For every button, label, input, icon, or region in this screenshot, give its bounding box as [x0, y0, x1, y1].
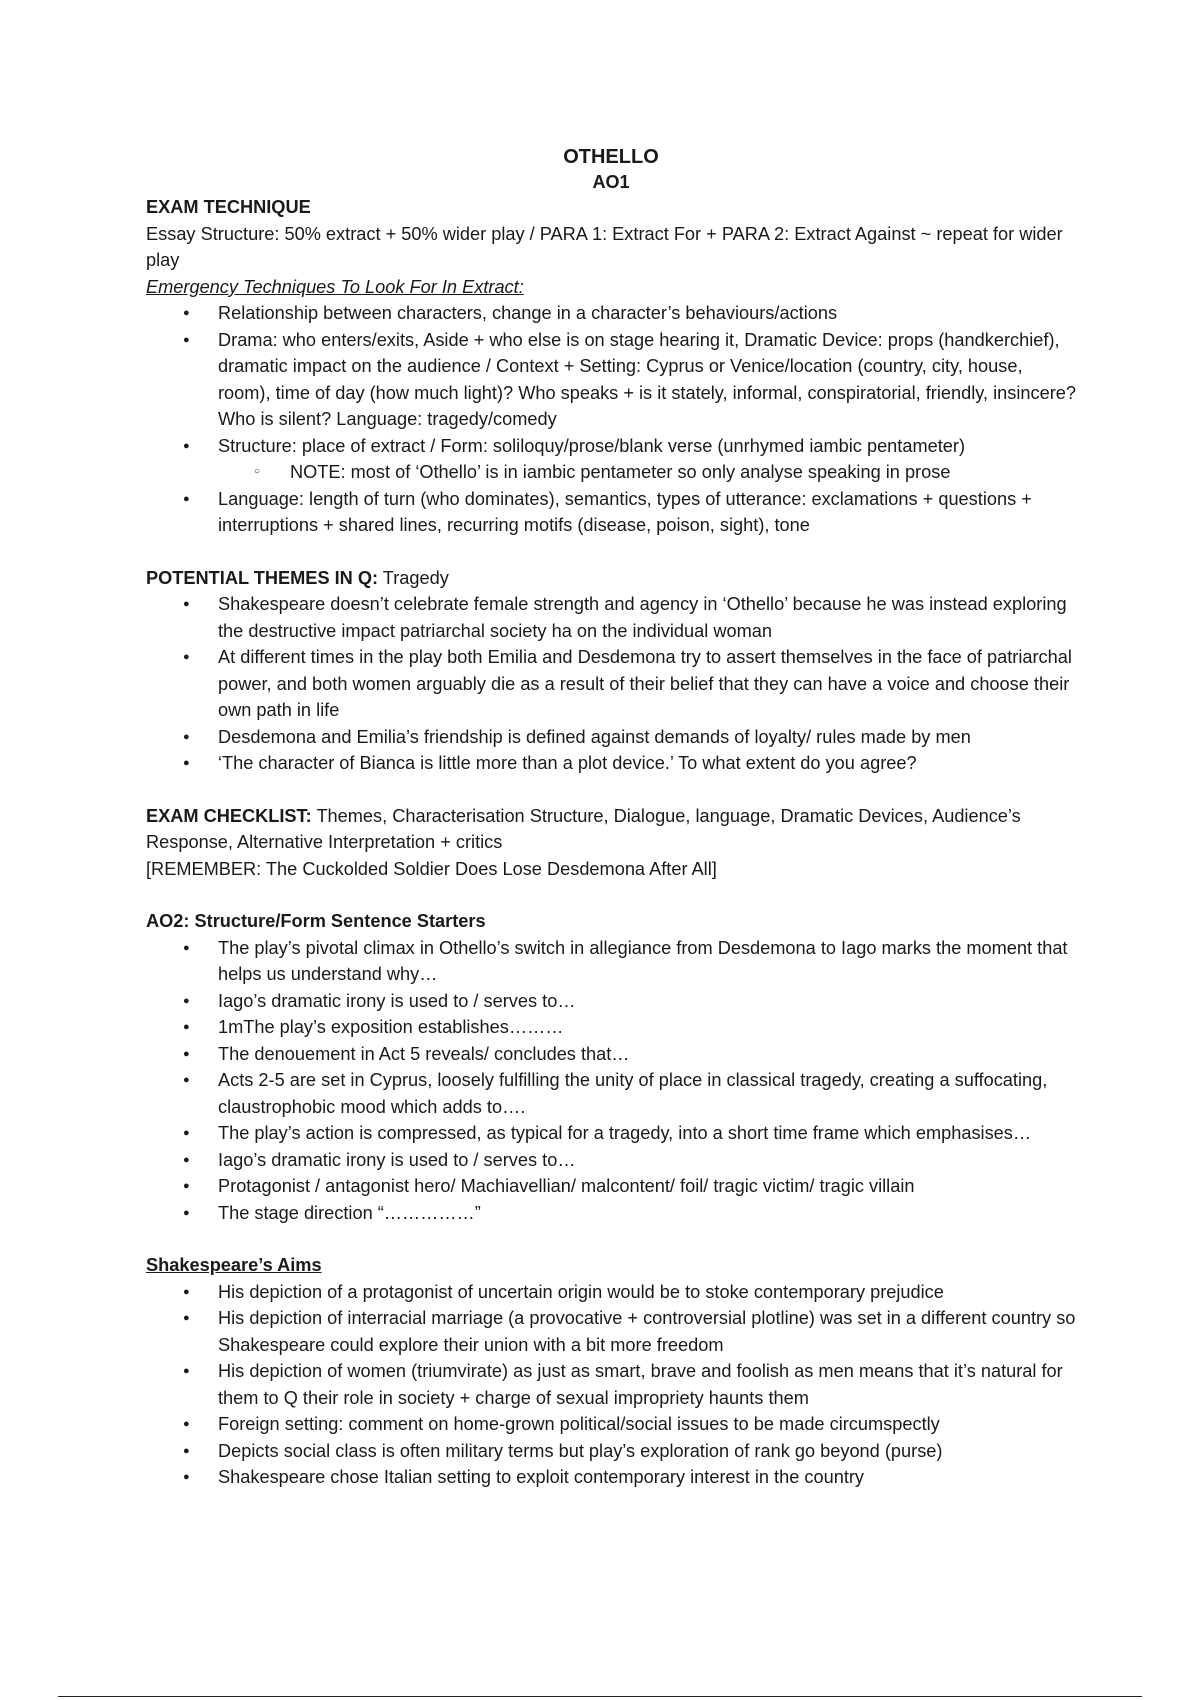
list-item	[218, 433, 1076, 486]
spacer	[146, 1226, 1076, 1252]
page-bottom-divider	[58, 1696, 1142, 1697]
list-item: ● Drama: who enters/exits, Aside + who else is on stage hearing it, Dramatic Device: props (handkerchief), dramatic impact on the audience / Context + Setting: Cyprus or Venice/location (country, city, house, room), time of day (how much light)? Who speaks + is it stately, informal, conspiratorial, friendly, insincere? Who is silent? Language: tragedy/comedy	[218, 327, 1076, 433]
spacer	[146, 777, 1076, 803]
list-item-text: Structure: place of extract / Form: soliloquy/prose/blank verse (unrhymed iambic pentameter)	[218, 435, 966, 456]
list-item: ● 1mThe play’s exposition establishes………	[218, 1014, 1076, 1041]
list-item: ● At different times in the play both Emilia and Desdemona try to assert themselves in the face of patriarchal power, and both women arguably die as a result of their belief that they can have a voice and choose their own path in life	[218, 644, 1076, 724]
exam-checklist-heading: EXAM CHECKLIST:	[146, 805, 312, 826]
list-item: ● His depiction of interracial marriage (a provocative + controversial plotline) was set in a different country so Shakespeare could explore their union with a bit more freedom	[218, 1305, 1076, 1358]
spacer	[146, 539, 1076, 565]
document-title: OTHELLO	[563, 146, 659, 168]
sub-list-item: ○ NOTE: most of ‘Othello’ is in iambic pentameter so only analyse speaking in prose	[290, 459, 1076, 486]
list-item: ● His depiction of a protagonist of uncertain origin would be to stoke contemporary prejudice	[218, 1279, 1076, 1306]
emergency-techniques-list	[146, 300, 1076, 539]
aims-heading: Shakespeare’s Aims	[146, 1255, 322, 1275]
potential-themes-list	[146, 591, 1076, 777]
exam-checklist-body: Themes, Characterisation Structure, Dialogue, language, Dramatic Devices, Audience’s Response, Alternative Interpretation + critics	[146, 805, 1021, 852]
exam-checklist-text	[146, 803, 1076, 856]
document-page	[146, 144, 1076, 1491]
list-item: ● Shakespeare doesn’t celebrate female strength and agency in ‘Othello’ because he was instead exploring the destructive impact patriarchal society ha on the individual woman	[218, 591, 1076, 644]
list-item: ● The denouement in Act 5 reveals/ concludes that…	[218, 1041, 1076, 1068]
sub-list	[218, 459, 1076, 486]
remember-note: [REMEMBER: The Cuckolded Soldier Does Lose Desdemona After All]	[146, 858, 717, 879]
list-item: ● Iago’s dramatic irony is used to / serves to…	[218, 988, 1076, 1015]
list-item: ● Protagonist / antagonist hero/ Machiavellian/ malcontent/ foil/ tragic victim/ tragic villain	[218, 1173, 1076, 1200]
list-item: ● Depicts social class is often military terms but play’s exploration of rank go beyond (purse)	[218, 1438, 1076, 1465]
list-item: ● Language: length of turn (who dominates), semantics, types of utterance: exclamations + questions + interruptions + shared lines, recurring motifs (disease, poison, sight), tone	[218, 486, 1076, 539]
list-item: ● Shakespeare chose Italian setting to exploit contemporary interest in the country	[218, 1464, 1076, 1491]
list-item: ● Desdemona and Emilia’s friendship is defined against demands of loyalty/ rules made by men	[218, 724, 1076, 751]
list-item: ● The play’s pivotal climax in Othello’s switch in allegiance from Desdemona to Iago marks the moment that helps us understand why…	[218, 935, 1076, 988]
exam-technique-heading: EXAM TECHNIQUE	[146, 197, 311, 217]
emergency-techniques-heading: Emergency Techniques To Look For In Extract:	[146, 276, 524, 297]
ao2-list	[146, 935, 1076, 1227]
list-item: ● His depiction of women (triumvirate) as just as smart, brave and foolish as men means that it’s natural for them to Q their role in society + charge of sexual impropriety haunts them	[218, 1358, 1076, 1411]
list-item: ● The stage direction “……………”	[218, 1200, 1076, 1227]
aims-list	[146, 1279, 1076, 1491]
document-subtitle: AO1	[592, 172, 630, 192]
essay-structure-text: Essay Structure: 50% extract + 50% wider play / PARA 1: Extract For + PARA 2: Extract Against ~ repeat for wider play	[146, 223, 1063, 270]
potential-themes-heading-rest: Tragedy	[378, 567, 449, 588]
ao2-heading: AO2: Structure/Form Sentence Starters	[146, 911, 486, 931]
list-item: ● The play’s action is compressed, as typical for a tragedy, into a short time frame which emphasises…	[218, 1120, 1076, 1147]
potential-themes-line	[146, 565, 1076, 592]
list-item: ● Iago’s dramatic irony is used to / serves to…	[218, 1147, 1076, 1174]
list-item: ● Relationship between characters, change in a character’s behaviours/actions	[218, 300, 1076, 327]
potential-themes-heading: POTENTIAL THEMES IN Q:	[146, 567, 379, 588]
list-item: ● ‘The character of Bianca is little more than a plot device.’ To what extent do you agree?	[218, 750, 1076, 777]
list-item: ● Acts 2-5 are set in Cyprus, loosely fulfilling the unity of place in classical tragedy, creating a suffocating, claustrophobic mood which adds to….	[218, 1067, 1076, 1120]
spacer	[146, 882, 1076, 908]
list-item: ● Foreign setting: comment on home-grown political/social issues to be made circumspectly	[218, 1411, 1076, 1438]
